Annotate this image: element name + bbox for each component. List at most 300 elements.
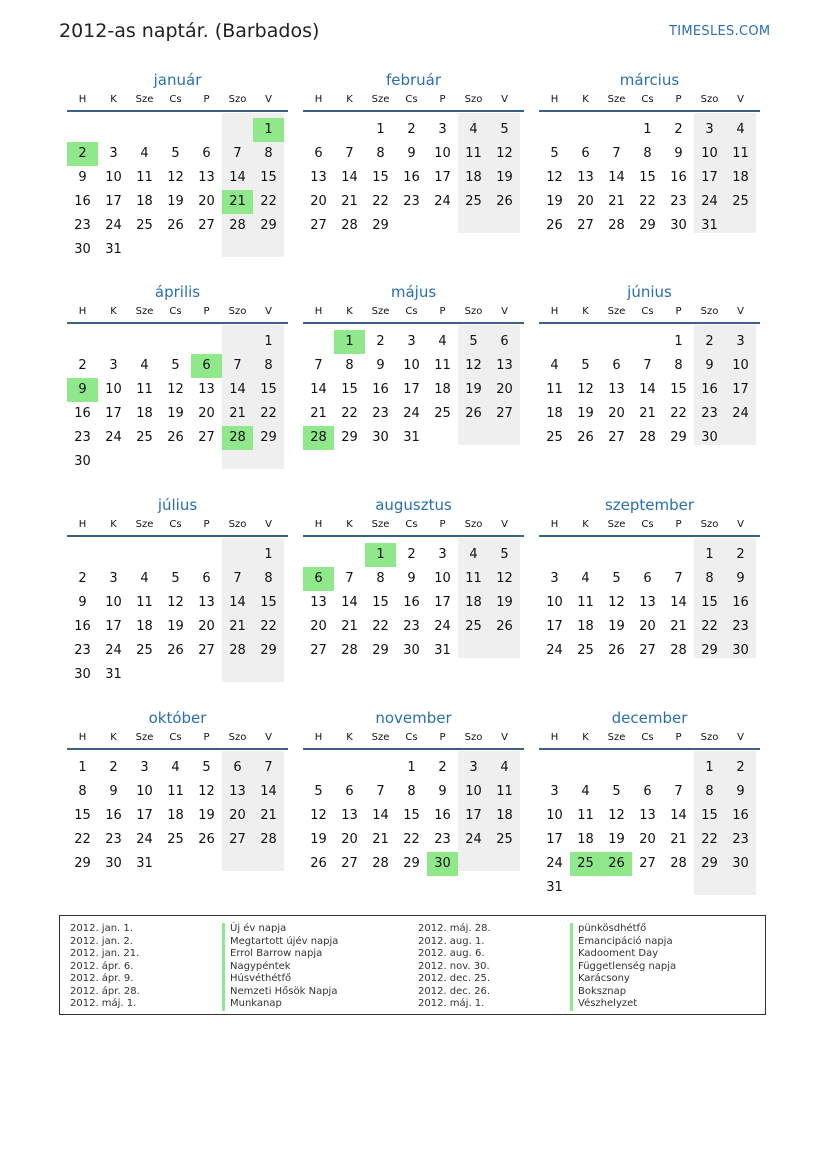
day-cell: 3 [705,122,714,137]
day-cell: 20 [639,832,656,847]
day-cell: 30 [74,242,91,257]
weekday-header: Szo [228,94,247,105]
weekday-header: Sze [607,732,626,743]
weekday-header: Szo [700,519,719,530]
day-cell: 27 [198,643,215,658]
day-cell: 31 [105,242,122,257]
weekday-header: Sze [607,94,626,105]
day-cell: 2 [438,760,447,775]
day-cell: 7 [345,571,354,586]
day-cell: 4 [500,760,509,775]
day-cell: 8 [264,571,273,586]
day-cell: 19 [608,619,625,634]
day-cell: 12 [546,170,563,185]
day-cell: 3 [550,784,559,799]
day-cell: 14 [670,808,687,823]
weekday-header: P [675,519,682,530]
day-cell: 17 [546,619,563,634]
day-cell: 3 [438,547,447,562]
holiday-day-cell: 1 [365,543,396,567]
day-cell: 11 [167,784,184,799]
day-cell: 20 [198,619,215,634]
day-cell: 22 [701,619,718,634]
weekday-header: K [110,94,117,105]
day-cell: 11 [546,382,563,397]
day-cell: 12 [496,146,513,161]
day-cell: 25 [546,430,563,445]
day-cell: 11 [136,382,153,397]
day-cell: 23 [74,218,91,233]
day-cell: 14 [639,382,656,397]
weekday-header: H [314,94,323,105]
brand-link[interactable]: TIMESLES.COM [669,24,771,39]
day-cell: 18 [732,170,749,185]
weekday-header: K [346,306,353,317]
holiday-day-cell: 2 [67,142,98,166]
day-cell: 13 [198,382,215,397]
day-cell: 20 [608,406,625,421]
day-cell: 31 [701,218,718,233]
day-cell: 24 [403,406,420,421]
day-cell: 29 [341,430,358,445]
day-cell: 21 [608,194,625,209]
month-name: november [375,709,452,727]
day-cell: 15 [701,808,718,823]
legend-date: 2012. dec. 25. [418,973,491,984]
day-cell: 3 [736,334,745,349]
weekday-header: H [314,519,323,530]
day-cell: 24 [701,194,718,209]
month-name: március [619,71,680,89]
day-cell: 15 [341,382,358,397]
holiday-day-cell: 28 [303,426,334,450]
day-cell: 16 [701,382,718,397]
day-cell: 12 [198,784,215,799]
day-cell: 7 [233,571,242,586]
day-cell: 6 [500,334,509,349]
day-cell: 14 [229,382,246,397]
day-cell: 9 [438,784,447,799]
weekday-header: V [501,306,508,317]
day-cell: 7 [233,358,242,373]
weekday-header: Cs [169,519,182,530]
day-cell: 15 [372,170,389,185]
day-cell: 13 [198,170,215,185]
weekday-header: H [550,519,559,530]
day-cell: 13 [639,808,656,823]
day-cell: 5 [469,334,478,349]
day-cell: 30 [74,667,91,682]
weekday-header: H [78,306,87,317]
day-cell: 23 [434,832,451,847]
legend-date: 2012. jan. 2. [70,935,133,947]
day-cell: 18 [465,170,482,185]
day-cell: 6 [233,760,242,775]
day-cell: 9 [674,146,683,161]
day-cell: 8 [78,784,87,799]
day-cell: 14 [608,170,625,185]
month-rule [67,535,288,537]
day-cell: 4 [140,358,149,373]
day-cell: 25 [496,832,513,847]
day-cell: 25 [136,643,153,658]
legend-holiday-name: Megtartott újév napja [222,936,338,949]
day-cell: 22 [74,832,91,847]
day-cell: 10 [403,358,420,373]
day-cell: 9 [109,784,118,799]
day-cell: 18 [465,595,482,610]
day-cell: 30 [670,218,687,233]
weekday-header: Sze [135,306,154,317]
month-name: augusztus [375,496,452,514]
day-cell: 27 [198,218,215,233]
day-cell: 12 [577,382,594,397]
day-cell: 1 [643,122,652,137]
day-cell: 14 [341,595,358,610]
day-cell: 10 [105,382,122,397]
day-cell: 4 [140,146,149,161]
day-cell: 31 [434,643,451,658]
legend-holiday-name: pünkösdhétfő [570,923,646,936]
day-cell: 27 [310,218,327,233]
day-cell: 17 [732,382,749,397]
weekday-header: Cs [641,519,654,530]
day-cell: 19 [496,595,513,610]
weekday-header: P [439,519,446,530]
holiday-day-cell: 1 [253,118,284,142]
day-cell: 1 [705,760,714,775]
weekday-header: V [737,94,744,105]
day-cell: 29 [74,856,91,871]
legend-holiday-name: Boksznap [570,986,626,999]
legend-date: 2012. jan. 21. [70,948,140,959]
day-cell: 26 [167,643,184,658]
day-cell: 4 [550,358,559,373]
day-cell: 13 [639,595,656,610]
day-cell: 15 [639,170,656,185]
day-cell: 13 [577,170,594,185]
day-cell: 14 [310,382,327,397]
day-cell: 29 [670,430,687,445]
day-cell: 21 [372,832,389,847]
day-cell: 4 [581,784,590,799]
day-cell: 27 [341,856,358,871]
weekday-header: H [550,306,559,317]
day-cell: 4 [469,122,478,137]
weekday-header: Sze [371,732,390,743]
day-cell: 21 [341,619,358,634]
day-cell: 20 [310,619,327,634]
day-cell: 7 [264,760,273,775]
day-cell: 1 [674,334,683,349]
day-cell: 24 [105,643,122,658]
weekday-header: V [501,519,508,530]
day-cell: 6 [314,146,323,161]
day-cell: 23 [732,832,749,847]
day-cell: 15 [403,808,420,823]
month-name: január [153,71,202,89]
day-cell: 24 [465,832,482,847]
day-cell: 21 [341,194,358,209]
day-cell: 19 [546,194,563,209]
day-cell: 26 [167,430,184,445]
day-cell: 24 [732,406,749,421]
day-cell: 12 [167,170,184,185]
day-cell: 17 [403,382,420,397]
day-cell: 11 [577,808,594,823]
weekday-header: Sze [371,519,390,530]
weekday-header: P [439,94,446,105]
month-rule [539,748,760,750]
day-cell: 23 [105,832,122,847]
weekday-header: Sze [371,94,390,105]
day-cell: 18 [577,619,594,634]
weekday-header: K [582,94,589,105]
month-rule [67,322,288,324]
day-cell: 13 [341,808,358,823]
day-cell: 1 [264,334,273,349]
weekday-header: Cs [641,306,654,317]
day-cell: 1 [407,760,416,775]
legend-date: 2012. jan. 1. [70,923,133,934]
day-cell: 19 [465,382,482,397]
weekday-header: Cs [405,94,418,105]
day-cell: 28 [639,430,656,445]
day-cell: 31 [136,856,153,871]
month-rule [303,535,524,537]
day-cell: 28 [341,218,358,233]
day-cell: 18 [136,619,153,634]
page-title: 2012-as naptár. (Barbados) [59,20,320,42]
day-cell: 29 [260,218,277,233]
day-cell: 4 [140,571,149,586]
holiday-day-cell: 26 [601,852,632,876]
day-cell: 3 [550,571,559,586]
day-cell: 5 [171,146,180,161]
day-cell: 17 [701,170,718,185]
day-cell: 26 [198,832,215,847]
day-cell: 5 [202,760,211,775]
day-cell: 27 [198,430,215,445]
day-cell: 5 [171,571,180,586]
day-cell: 20 [341,832,358,847]
day-cell: 27 [608,430,625,445]
weekday-header: P [203,519,210,530]
day-cell: 26 [496,619,513,634]
month-rule [539,110,760,112]
day-cell: 4 [581,571,590,586]
day-cell: 16 [74,406,91,421]
weekday-header: H [78,519,87,530]
legend-date: 2012. ápr. 28. [70,985,140,997]
day-cell: 10 [701,146,718,161]
day-cell: 11 [136,170,153,185]
day-cell: 2 [705,334,714,349]
holiday-day-cell: 25 [570,852,601,876]
day-cell: 21 [229,619,246,634]
day-cell: 10 [105,595,122,610]
day-cell: 30 [732,856,749,871]
day-cell: 10 [546,595,563,610]
day-cell: 4 [736,122,745,137]
weekday-header: Sze [135,732,154,743]
weekday-header: K [346,732,353,743]
month-name: április [154,283,201,301]
weekday-header: Szo [228,519,247,530]
month-name: május [390,283,437,301]
day-cell: 20 [198,194,215,209]
day-cell: 23 [670,194,687,209]
day-cell: 26 [310,856,327,871]
day-cell: 21 [670,619,687,634]
weekday-header: K [110,306,117,317]
day-cell: 4 [171,760,180,775]
day-cell: 12 [167,595,184,610]
day-cell: 7 [233,146,242,161]
legend-date: 2012. aug. 1. [418,935,485,947]
day-cell: 15 [260,382,277,397]
legend-date: 2012. aug. 6. [418,948,485,959]
day-cell: 8 [705,784,714,799]
day-cell: 2 [674,122,683,137]
day-cell: 16 [105,808,122,823]
day-cell: 2 [736,760,745,775]
day-cell: 7 [612,146,621,161]
day-cell: 29 [701,856,718,871]
day-cell: 22 [403,832,420,847]
day-cell: 6 [643,571,652,586]
day-cell: 12 [167,382,184,397]
day-cell: 14 [372,808,389,823]
weekday-header: V [737,519,744,530]
day-cell: 21 [639,406,656,421]
day-cell: 25 [465,194,482,209]
day-cell: 5 [314,784,323,799]
legend-holiday-name: Vészhelyzet [570,998,637,1011]
day-cell: 14 [670,595,687,610]
weekday-header: V [265,306,272,317]
day-cell: 8 [705,571,714,586]
day-cell: 8 [376,571,385,586]
day-cell: 28 [260,832,277,847]
day-cell: 28 [229,218,246,233]
day-cell: 7 [376,784,385,799]
legend-date: 2012. nov. 30. [418,960,490,972]
weekday-header: V [265,519,272,530]
day-cell: 22 [372,619,389,634]
day-cell: 5 [612,571,621,586]
day-cell: 24 [136,832,153,847]
day-cell: 9 [407,146,416,161]
day-cell: 19 [608,832,625,847]
month-rule [67,110,288,112]
day-cell: 22 [260,406,277,421]
day-cell: 13 [608,382,625,397]
month-rule [303,110,524,112]
day-cell: 11 [465,571,482,586]
day-cell: 27 [496,406,513,421]
day-cell: 27 [577,218,594,233]
day-cell: 15 [260,595,277,610]
legend-holiday-name: Kadooment Day [570,948,658,961]
day-cell: 1 [705,547,714,562]
day-cell: 28 [372,856,389,871]
day-cell: 23 [732,619,749,634]
day-cell: 2 [78,571,87,586]
legend-date: 2012. máj. 1. [70,998,137,1009]
day-cell: 5 [612,784,621,799]
day-cell: 18 [167,808,184,823]
weekday-header: Szo [464,306,483,317]
day-cell: 25 [136,430,153,445]
day-cell: 27 [639,856,656,871]
weekday-header: H [550,94,559,105]
weekday-header: Szo [464,94,483,105]
day-cell: 27 [639,643,656,658]
day-cell: 6 [581,146,590,161]
month-rule [539,535,760,537]
weekday-header: K [582,732,589,743]
day-cell: 26 [608,643,625,658]
weekday-header: P [439,306,446,317]
day-cell: 31 [105,667,122,682]
day-cell: 18 [577,832,594,847]
weekday-header: Szo [228,732,247,743]
day-cell: 13 [229,784,246,799]
day-cell: 24 [546,856,563,871]
month-name: június [627,283,672,301]
day-cell: 3 [109,571,118,586]
day-cell: 21 [229,406,246,421]
weekday-header: V [265,732,272,743]
day-cell: 11 [434,358,451,373]
day-cell: 19 [198,808,215,823]
day-cell: 8 [345,358,354,373]
day-cell: 16 [732,808,749,823]
month-name: július [157,496,198,514]
day-cell: 2 [78,358,87,373]
weekday-header: K [582,306,589,317]
day-cell: 16 [732,595,749,610]
day-cell: 6 [202,146,211,161]
legend-date: 2012. dec. 26. [418,985,491,997]
day-cell: 17 [465,808,482,823]
legend-holiday-name: Új év napja [222,923,286,936]
day-cell: 16 [403,170,420,185]
day-cell: 10 [732,358,749,373]
weekday-header: H [314,306,323,317]
weekday-header: Sze [135,94,154,105]
day-cell: 13 [310,170,327,185]
day-cell: 30 [732,643,749,658]
day-cell: 26 [546,218,563,233]
day-cell: 16 [434,808,451,823]
day-cell: 30 [74,454,91,469]
legend-date: 2012. ápr. 6. [70,960,134,972]
weekday-header: H [78,732,87,743]
legend-date: 2012. máj. 1. [418,998,485,1009]
weekday-header: P [203,732,210,743]
day-cell: 12 [496,571,513,586]
weekday-header: P [675,306,682,317]
day-cell: 26 [496,194,513,209]
weekday-header: K [110,519,117,530]
day-cell: 7 [345,146,354,161]
weekday-header: Szo [700,94,719,105]
day-cell: 3 [109,358,118,373]
day-cell: 1 [376,122,385,137]
day-cell: 1 [264,547,273,562]
